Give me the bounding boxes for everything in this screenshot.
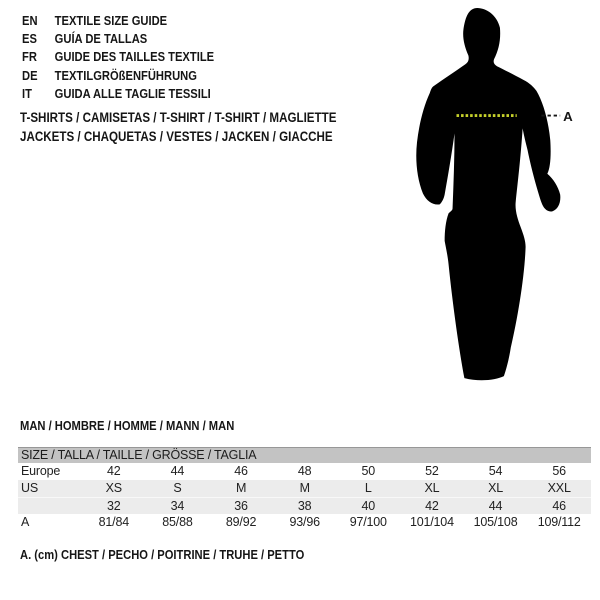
size-cell: 54 — [488, 464, 503, 478]
table-row-europe — [18, 463, 591, 480]
language-code-de: DE — [22, 67, 38, 83]
size-cell: 36 — [234, 499, 248, 513]
language-list — [22, 12, 214, 103]
measurement-footnote: A. (cm) CHEST / PECHO / POITRINE / TRUHE / PETTO — [20, 547, 305, 562]
size-cell: 56 — [552, 464, 566, 478]
size-cell: 38 — [297, 499, 312, 513]
language-row — [22, 67, 214, 85]
measure-label-a: A — [563, 108, 573, 124]
size-table — [18, 447, 591, 531]
language-code-es: ES — [22, 31, 37, 47]
guide-title-de: TEXTILGRÖßENFÜHRUNG — [54, 67, 197, 83]
table-row-us — [18, 480, 591, 497]
size-cell: 85/88 — [162, 515, 193, 529]
size-table-header: SIZE / TALLA / TAILLE / GRÖSSE / TAGLIA — [18, 447, 591, 463]
size-cell: M — [235, 481, 247, 495]
size-cell: 48 — [297, 464, 312, 478]
category-line-tshirts: T-SHIRTS / CAMISETAS / T-SHIRT / T-SHIRT / MAGLIETTE — [20, 110, 337, 125]
category-line-jackets: JACKETS / CHAQUETAS / VESTES / JACKEN / GIACCHE — [20, 128, 333, 144]
size-cell: XL — [424, 481, 440, 495]
category-heading — [20, 109, 336, 146]
size-cell: L — [364, 481, 372, 495]
row-label: Europe — [21, 464, 61, 478]
size-cell: 93/96 — [289, 515, 320, 529]
language-code-fr: FR — [22, 49, 37, 65]
language-row — [22, 30, 214, 48]
size-cell: XL — [488, 481, 503, 495]
language-code-it: IT — [22, 85, 32, 101]
man-silhouette-figure — [405, 5, 585, 390]
language-row — [22, 48, 214, 66]
size-cell: 109/112 — [537, 515, 581, 529]
size-cell: 32 — [107, 499, 121, 513]
section-title: MAN / HOMBRE / HOMME / MANN / MAN — [20, 418, 235, 433]
size-cell: 101/104 — [410, 515, 454, 529]
size-cell: XXL — [547, 481, 571, 495]
language-row — [22, 12, 214, 30]
row-label: A — [21, 515, 30, 529]
size-cell: S — [173, 481, 182, 495]
size-cell: 44 — [170, 464, 185, 478]
size-cell: 40 — [361, 499, 376, 513]
size-cell: 105/108 — [473, 515, 518, 529]
size-cell: 46 — [234, 464, 248, 478]
guide-title-en: TEXTILE SIZE GUIDE — [54, 13, 168, 28]
size-cell: M — [299, 481, 310, 495]
size-cell: 42 — [425, 499, 439, 513]
size-cell: XS — [105, 481, 122, 495]
guide-title-fr: GUIDE DES TAILLES TEXTILE — [54, 49, 215, 65]
language-code-en: EN — [22, 13, 38, 28]
guide-title-es: GUÍA DE TALLAS — [54, 31, 148, 47]
size-cell: 50 — [361, 464, 376, 478]
size-cell: 46 — [552, 499, 566, 513]
table-row-numeric — [18, 497, 591, 514]
size-cell: 34 — [170, 499, 185, 513]
size-cell: 97/100 — [349, 515, 387, 529]
language-row — [22, 85, 214, 103]
row-label — [18, 498, 82, 514]
size-cell: 52 — [425, 464, 439, 478]
man-silhouette — [416, 8, 560, 380]
size-cell: 89/92 — [225, 515, 257, 529]
table-row-chest — [18, 514, 591, 531]
size-cell: 44 — [488, 499, 503, 513]
size-cell: 81/84 — [98, 515, 129, 529]
size-cell: 42 — [107, 464, 121, 478]
row-label: US — [21, 481, 38, 495]
guide-title-it: GUIDA ALLE TAGLIE TESSILI — [54, 85, 211, 101]
